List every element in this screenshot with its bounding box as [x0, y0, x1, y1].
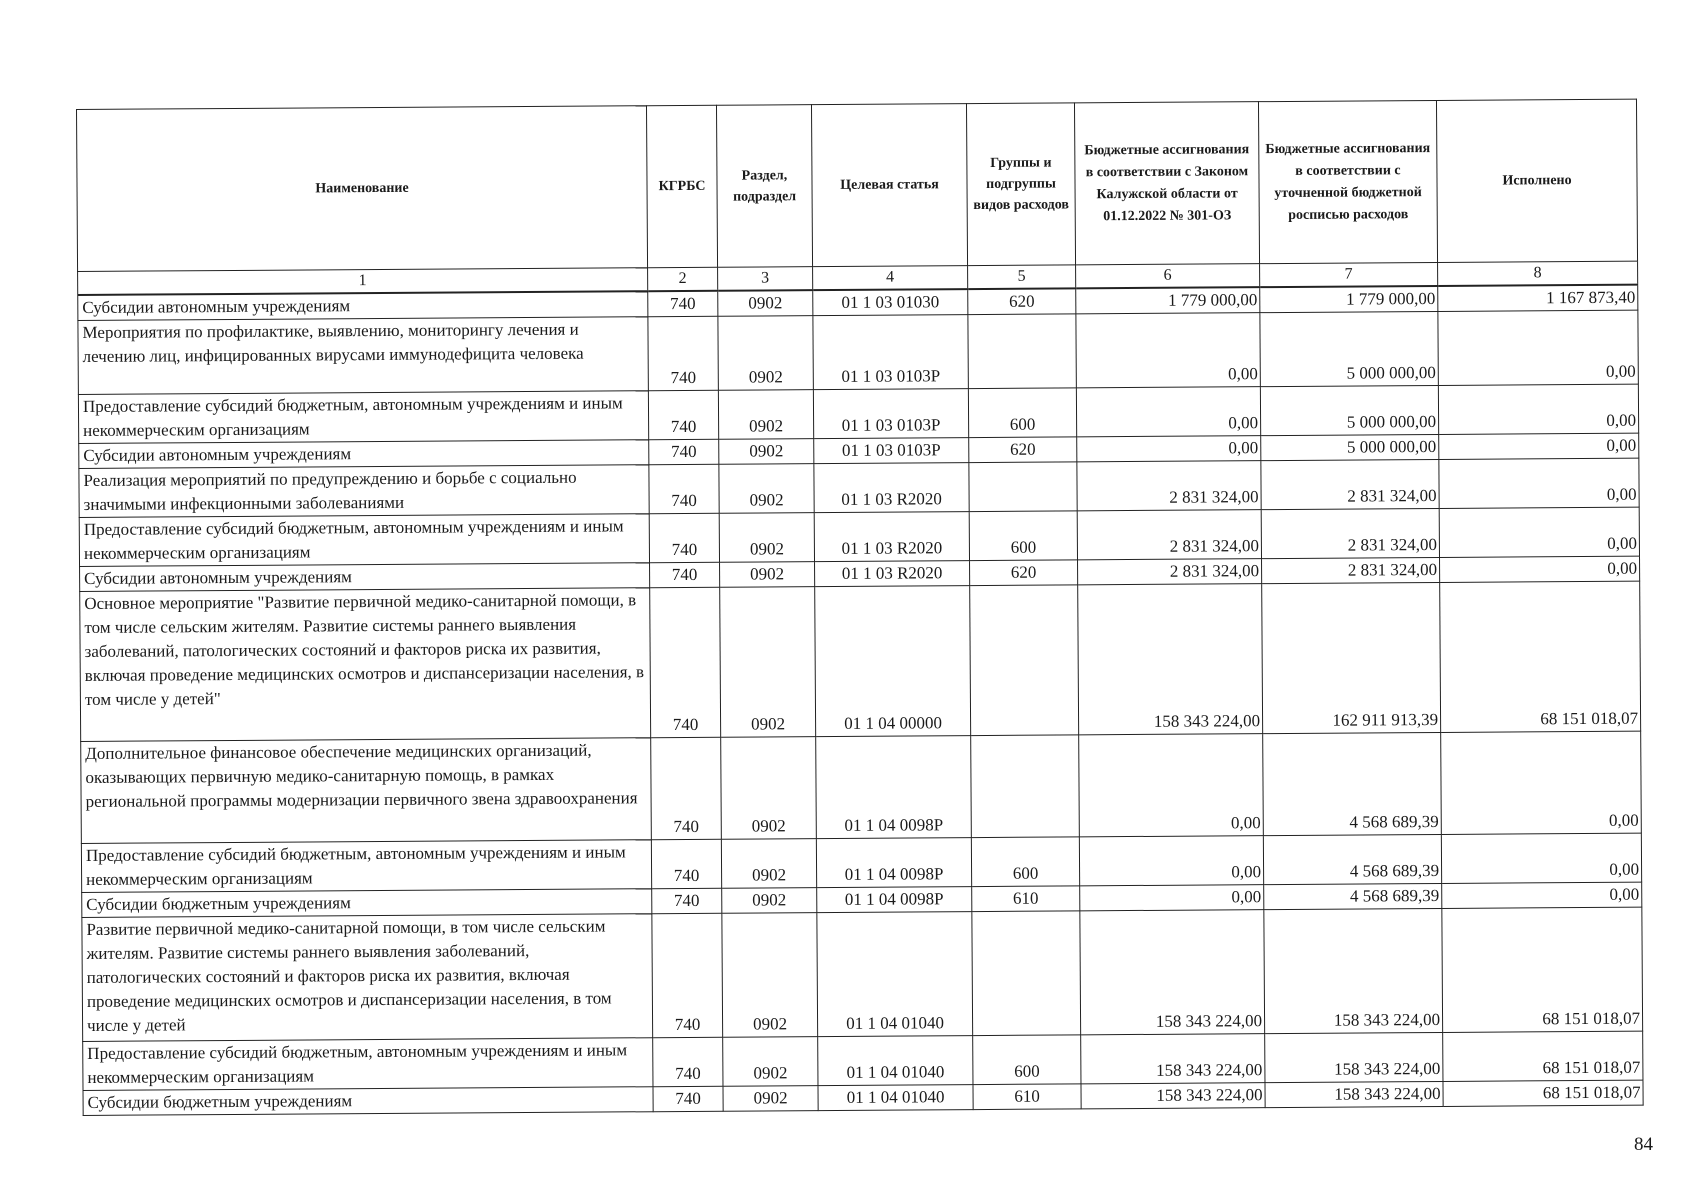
header-refined: Бюджетные ассигнования в соответствии с уточненной бюджетной росписью расходов	[1258, 100, 1437, 263]
row-refined-amount: 4 568 689,39	[1264, 883, 1442, 909]
row-target: 01 1 03 01030	[813, 289, 968, 316]
row-refined-amount: 5 000 000,00	[1261, 434, 1439, 460]
budget-table	[76, 99, 1644, 1116]
column-number: 5	[968, 265, 1076, 289]
row-law-amount: 2 831 324,00	[1078, 559, 1262, 585]
row-section: 0902	[721, 839, 816, 889]
row-executed-amount: 0,00	[1439, 507, 1639, 557]
row-kgrbs: 740	[653, 1037, 723, 1086]
row-executed-amount: 68 151 018,07	[1443, 1080, 1643, 1106]
row-law-amount: 2 831 324,00	[1077, 510, 1261, 560]
row-kgrbs: 740	[649, 464, 719, 513]
row-section: 0902	[722, 888, 817, 914]
row-executed-amount: 0,00	[1441, 833, 1641, 883]
row-name: Мероприятия по профилактике, выявлению, мониторингу лечения и лечению лиц, инфицированных вирусами иммунодефицита человека	[78, 317, 648, 395]
row-target: 01 1 04 0098Р	[816, 736, 972, 839]
row-section: 0902	[723, 1086, 818, 1112]
row-executed-amount: 0,00	[1441, 731, 1642, 834]
row-group: 610	[972, 886, 1080, 912]
row-refined-amount: 4 568 689,39	[1263, 732, 1442, 835]
row-refined-amount: 5 000 000,00	[1260, 385, 1438, 435]
table-row	[78, 310, 1638, 394]
row-law-amount: 0,00	[1076, 313, 1260, 388]
header-name: Наименование	[77, 106, 648, 272]
row-name: Основное мероприятие "Развитие первичной медико-санитарной помощи, в том числе сельским жителям. Развитие системы раннего выявления заболеваний, патологических состояний и факторов риска их развития, включая проведение медицинских осмотров и диспансеризации населения, в том числе у детей"	[80, 588, 651, 742]
row-refined-amount: 2 831 324,00	[1262, 557, 1440, 583]
row-law-amount: 158 343 224,00	[1081, 1034, 1265, 1084]
row-name: Предоставление субсидий бюджетным, автономным учреждениям и иным некоммерческим организациям	[81, 840, 651, 893]
row-target: 01 1 03 0103Р	[813, 315, 968, 390]
table-row	[81, 731, 1642, 843]
row-executed-amount: 0,00	[1440, 556, 1640, 582]
row-name: Субсидии автономным учреждениям	[80, 563, 650, 592]
row-executed-amount: 0,00	[1439, 433, 1639, 459]
row-name: Предоставление субсидий бюджетным, автономным учреждениям и иным некоммерческим организациям	[83, 1038, 653, 1091]
row-target: 01 1 03 R2020	[814, 512, 969, 562]
header-executed: Исполнено	[1436, 99, 1637, 262]
row-group: 600	[973, 1035, 1081, 1085]
row-group	[969, 462, 1077, 512]
row-kgrbs: 740	[650, 587, 721, 737]
row-law-amount: 0,00	[1080, 885, 1264, 911]
row-section: 0902	[719, 439, 814, 465]
table-header-row	[77, 99, 1638, 271]
row-group	[972, 911, 1081, 1036]
header-kgrbs: КГРБС	[646, 105, 717, 267]
row-executed-amount: 0,00	[1442, 882, 1642, 908]
row-group: 620	[970, 560, 1078, 586]
row-target: 01 1 03 R2020	[814, 463, 969, 513]
row-name: Развитие первичной медико-санитарной помощи, в том числе сельским жителям. Развитие системы раннего выявления заболеваний, патологических состояний и факторов риска их развития, включая проведение медицинских осмотров и диспансеризации населения, в том числе у детей	[82, 914, 653, 1042]
row-kgrbs: 740	[651, 737, 722, 839]
header-law: Бюджетные ассигнования в соответствии с Законом Калужской области от 01.12.2022 № 301-ОЗ	[1074, 102, 1259, 265]
row-law-amount: 2 831 324,00	[1077, 461, 1261, 511]
row-kgrbs: 740	[650, 562, 720, 587]
row-refined-amount: 158 343 224,00	[1264, 908, 1443, 1033]
row-target: 01 1 04 0098Р	[816, 838, 971, 888]
row-section: 0902	[721, 737, 817, 840]
row-name: Предоставление субсидий бюджетным, автономным учреждениям и иным некоммерческим организациям	[78, 391, 648, 444]
row-law-amount: 158 343 224,00	[1080, 910, 1265, 1035]
row-section: 0902	[718, 290, 813, 316]
row-executed-amount: 68 151 018,07	[1440, 581, 1641, 732]
row-executed-amount: 68 151 018,07	[1442, 907, 1643, 1032]
row-kgrbs: 740	[652, 913, 723, 1037]
row-kgrbs: 740	[648, 291, 718, 317]
column-number: 8	[1438, 261, 1638, 286]
row-name: Субсидии автономным учреждениям	[78, 291, 648, 320]
row-target: 01 1 04 01040	[818, 1085, 973, 1111]
row-refined-amount: 5 000 000,00	[1260, 311, 1438, 386]
header-groups: Группы и подгруппы видов расходов	[966, 103, 1075, 266]
row-law-amount: 1 779 000,00	[1076, 287, 1260, 314]
table-row	[80, 581, 1641, 741]
row-name: Реализация мероприятий по предупреждению и борьбе с социально значимыми инфекционными заболеваниями	[79, 465, 649, 518]
budget-table-sheet	[76, 99, 1643, 1116]
row-group: 600	[969, 511, 1077, 561]
row-executed-amount: 0,00	[1438, 384, 1638, 434]
row-kgrbs: 740	[648, 390, 718, 439]
row-kgrbs: 740	[649, 513, 719, 562]
row-section: 0902	[722, 913, 818, 1038]
row-group: 600	[968, 388, 1076, 438]
row-group	[968, 314, 1076, 389]
row-name: Субсидии автономным учреждениям	[79, 440, 649, 469]
row-target: 01 1 03 0103Р	[814, 438, 969, 464]
row-section: 0902	[719, 513, 814, 563]
row-group	[970, 585, 1079, 736]
row-target: 01 1 04 00000	[815, 586, 971, 737]
column-number: 6	[1076, 264, 1260, 289]
row-target: 01 1 04 01040	[817, 912, 973, 1037]
row-law-amount: 0,00	[1079, 734, 1264, 837]
row-executed-amount: 0,00	[1439, 458, 1639, 508]
row-target: 01 1 03 R2020	[815, 561, 970, 587]
row-name: Субсидии бюджетным учреждениям	[83, 1087, 653, 1116]
row-kgrbs: 740	[653, 1086, 723, 1111]
row-law-amount: 0,00	[1077, 436, 1261, 462]
row-name: Предоставление субсидий бюджетным, автономным учреждениям и иным некоммерческим организациям	[79, 514, 649, 567]
row-refined-amount: 2 831 324,00	[1261, 508, 1439, 558]
row-kgrbs: 740	[649, 439, 719, 464]
row-law-amount: 0,00	[1076, 387, 1260, 437]
row-target: 01 1 04 01040	[818, 1036, 973, 1086]
row-section: 0902	[720, 562, 815, 588]
row-section: 0902	[718, 390, 813, 440]
header-section: Раздел, подраздел	[716, 105, 812, 268]
column-number: 1	[78, 268, 648, 295]
row-section: 0902	[718, 316, 813, 391]
row-kgrbs: 740	[652, 888, 722, 913]
table-row	[82, 907, 1643, 1041]
row-name: Субсидии бюджетным учреждениям	[82, 889, 652, 918]
row-group	[971, 735, 1080, 838]
row-kgrbs: 740	[648, 316, 718, 390]
row-law-amount: 158 343 224,00	[1078, 584, 1263, 735]
row-executed-amount: 0,00	[1438, 310, 1638, 385]
page-number: 84	[1634, 1134, 1653, 1155]
row-section: 0902	[723, 1037, 818, 1087]
row-law-amount: 0,00	[1079, 836, 1263, 886]
column-number: 4	[813, 266, 968, 291]
header-target: Целевая статья	[811, 104, 967, 267]
row-refined-amount: 1 779 000,00	[1260, 286, 1438, 313]
row-executed-amount: 1 167 873,40	[1438, 285, 1638, 312]
column-number: 2	[648, 267, 718, 291]
row-refined-amount: 162 911 913,39	[1262, 582, 1441, 733]
row-kgrbs: 740	[651, 839, 721, 888]
row-refined-amount: 2 831 324,00	[1261, 459, 1439, 509]
row-section: 0902	[720, 587, 816, 738]
column-number: 3	[718, 267, 813, 291]
row-section: 0902	[719, 464, 814, 514]
table-body	[78, 285, 1643, 1116]
column-number: 7	[1260, 262, 1438, 287]
row-refined-amount: 158 343 224,00	[1265, 1032, 1443, 1082]
row-refined-amount: 158 343 224,00	[1265, 1081, 1443, 1107]
row-law-amount: 158 343 224,00	[1081, 1083, 1265, 1109]
row-target: 01 1 03 0103Р	[813, 389, 968, 439]
row-name: Дополнительное финансовое обеспечение медицинских организаций, оказывающих первичную медико-санитарную помощь, в рамках региональной программы модернизации первичного звена здравоохранения	[81, 738, 652, 844]
row-executed-amount: 68 151 018,07	[1443, 1031, 1643, 1081]
row-group: 600	[971, 837, 1079, 887]
row-group: 610	[973, 1084, 1081, 1110]
row-target: 01 1 04 0098Р	[817, 887, 972, 913]
row-group: 620	[969, 437, 1077, 463]
row-refined-amount: 4 568 689,39	[1263, 834, 1441, 884]
row-group: 620	[968, 288, 1076, 314]
